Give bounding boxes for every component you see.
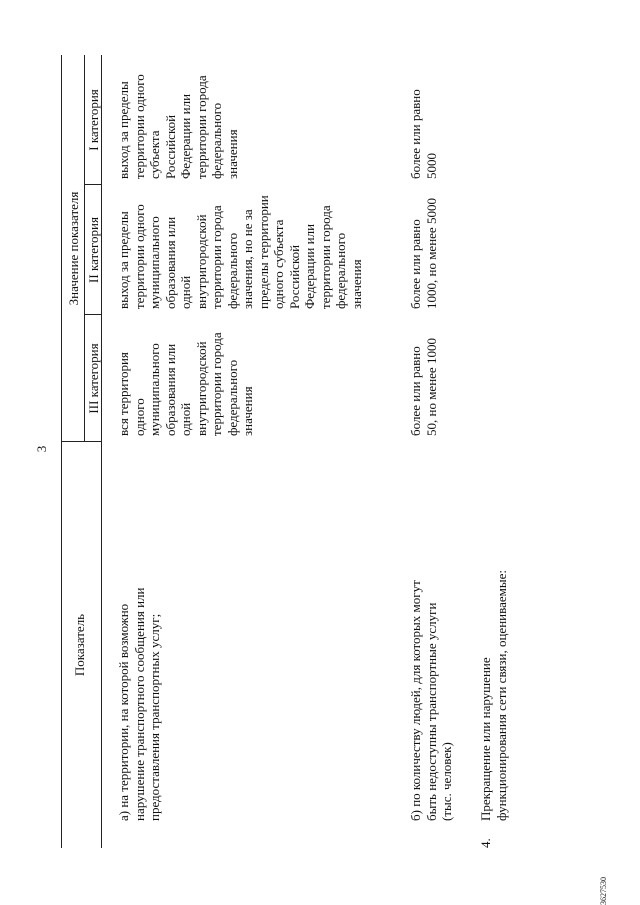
page-number: 3 bbox=[34, 445, 49, 453]
row-a-cat1: выход за пределы территории одного субъекта Российской Федерации или территории города федерального значения bbox=[116, 74, 240, 179]
row-4-label: Прекращение или нарушение функционирования сети связи, оцениваемые: bbox=[478, 570, 509, 821]
value-group-rule bbox=[84, 55, 85, 442]
row-b-cat2: более или равно 1000, но менее 5000 bbox=[408, 198, 439, 309]
document-code: 3627530 bbox=[599, 877, 608, 905]
row-b-cat1: более или равно 5000 bbox=[408, 89, 439, 179]
header-indicator: Показатель bbox=[72, 613, 87, 677]
table-top-rule bbox=[61, 55, 62, 848]
row-4-number: 4. bbox=[478, 838, 493, 848]
row-a-label: а) на территории, на которой возможно нарушение транспортного сообщения или предоставления транспортных услуг; bbox=[116, 587, 162, 821]
header-value-group: Значение показателя bbox=[66, 191, 81, 306]
row-b-cat3: более или равно 50, но менее 1000 bbox=[408, 338, 439, 436]
row-a-cat2: выход за пределы территории одного муниципального образования или одной внутригородской территории города федерального значения, но не за пределы территории одного субъекта Российской Федерации или территории города федерального значения bbox=[116, 195, 364, 309]
header-cat1: I категория bbox=[86, 89, 101, 151]
row-b-label: б) по количеству людей, для которых могут быть недоступны транспортные услуги (тыс. человек) bbox=[408, 580, 454, 821]
row-a-cat3: вся территория одного муниципального образования или одной внутригородской территории города федерального значения bbox=[116, 332, 255, 436]
header-cat3: III категория bbox=[86, 343, 101, 414]
header-cat2: II категория bbox=[86, 217, 101, 283]
